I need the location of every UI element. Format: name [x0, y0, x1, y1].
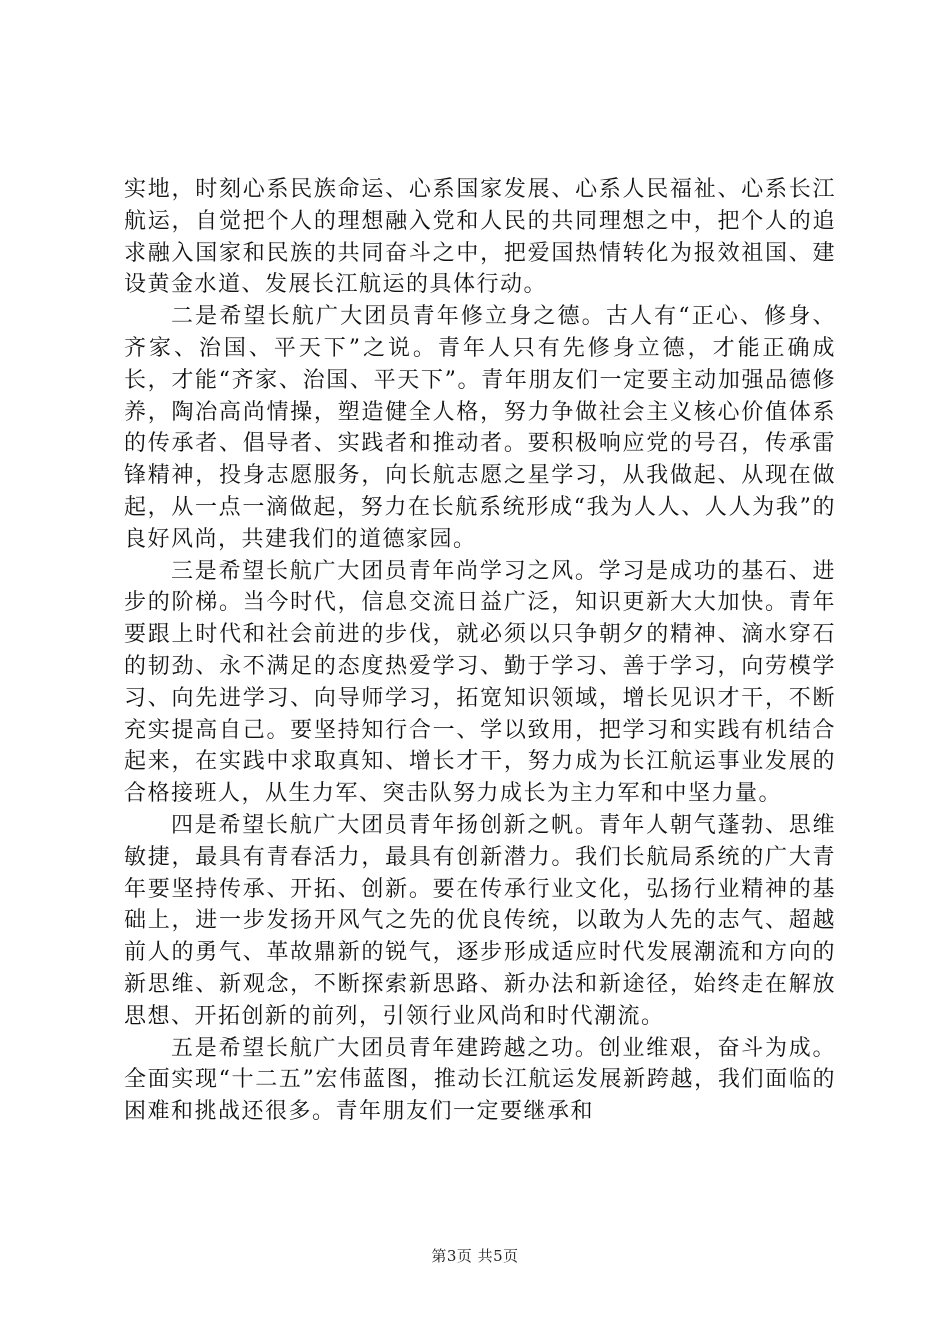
- paragraph-third-hope: 三是希望长航广大团员青年尚学习之风。学习是成功的基石、进步的阶梯。当今时代，信息交流日益广泛，知识更新大大加快。青年要跟上时代和社会前进的步伐，就必须以只争朝夕的精神、滴水穿石的韧劲、永不满足的态度热爱学习、勤于学习、善于学习，向劳模学习、向先进学习、向导师学习，拓宽知识领域，增长见识才干，不断充实提高自己。要坚持知行合一、学以致用，把学习和实践有机结合起来，在实践中求取真知、增长才干，努力成为长江航运事业发展的合格接班人，从生力军、突击队努力成长为主力军和中坚力量。: [124, 558, 836, 807]
- paragraph-continuation: 实地，时刻心系民族命运、心系国家发展、心系人民福祉、心系长江航运，自觉把个人的理想融入党和人民的共同理想之中，把个人的追求融入国家和民族的共同奋斗之中，把爱国热情转化为报效祖国、建设黄金水道、发展长江航运的具体行动。: [124, 177, 836, 298]
- paragraph-fourth-hope: 四是希望长航广大团员青年扬创新之帆。青年人朝气蓬勃、思维敏捷，最具有青春活力，最具有创新潜力。我们长航局系统的广大青年要坚持传承、开拓、创新。要在传承行业文化，弘扬行业精神的基础上，进一步发扬开风气之先的优良传统，以敢为人先的志气、超越前人的勇气、革故鼎新的锐气，逐步形成适应时代发展潮流和方向的新思维、新观念，不断探索新思路、新办法和新途径，始终走在解放思想、开拓创新的前列，引领行业风尚和时代潮流。: [124, 812, 836, 1029]
- paragraph-second-hope: 二是希望长航广大团员青年修立身之德。古人有“正心、修身、齐家、治国、平天下”之说。青年人只有先修身立德，才能正确成长，才能“齐家、治国、平天下”。青年朋友们一定要主动加强品德修养，陶冶高尚情操，塑造健全人格，努力争做社会主义核心价值体系的传承者、倡导者、实践者和推动者。要积极响应党的号召，传承雷锋精神，投身志愿服务，向长航志愿之星学习，从我做起、从现在做起，从一点一滴做起，努力在长航系统形成“我为人人、人人为我”的良好风尚，共建我们的道德家园。: [124, 304, 836, 552]
- page-number-footer: 第3页 共5页: [431, 1247, 519, 1265]
- paragraph-fifth-hope: 五是希望长航广大团员青年建跨越之功。创业维艰，奋斗为成。全面实现“十二五”宏伟蓝图，推动长江航运发展新跨越，我们面临的困难和挑战还很多。青年朋友们一定要继承和: [124, 1035, 836, 1125]
- document-body: [124, 174, 836, 1128]
